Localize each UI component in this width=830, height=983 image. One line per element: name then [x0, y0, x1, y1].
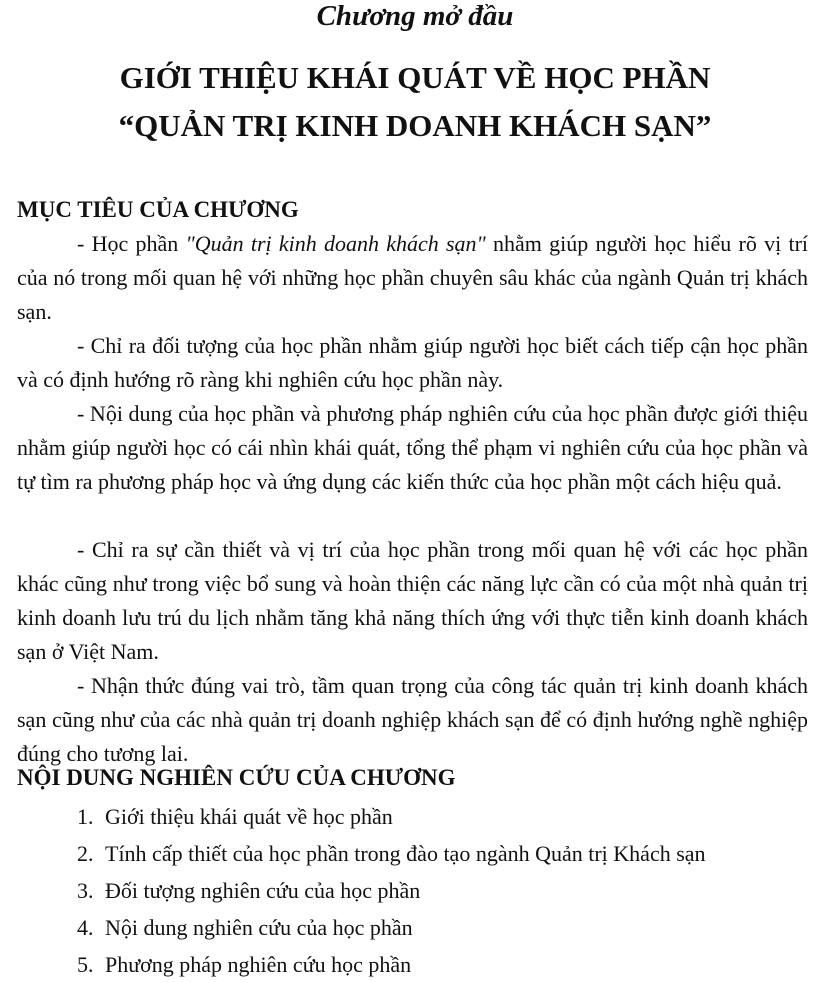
- list-item-text: Giới thiệu khái quát về học phần: [105, 804, 393, 829]
- list-item: [77, 946, 797, 983]
- list-item: [77, 798, 797, 835]
- objective-paragraph-1: [17, 227, 808, 329]
- chapter-title-line-1: GIỚI THIỆU KHÁI QUÁT VỀ HỌC PHẦN: [119, 60, 711, 95]
- objective-paragraph-3: - Nội dung của học phần và phương pháp nghiên cứu của học phần được giới thiệu nhằm giúp người học có cái nhìn khái quát, tổng thể phạm vi nghiên cứu của học phần và tự tìm ra phương pháp học và ứng dụng các kiến thức của học phần một cách hiệu quả.: [17, 401, 808, 494]
- contents-list: [77, 798, 797, 983]
- objective-paragraph-2: - Chỉ ra đối tượng của học phần nhằm giúp người học biết cách tiếp cận học phần và có định hướng rõ ràng khi nghiên cứu học phần này.: [17, 333, 808, 392]
- list-item-text: Nội dung nghiên cứu của học phần: [105, 915, 413, 940]
- course-name-italic: "Quản trị kinh doanh khách sạn": [185, 231, 486, 256]
- list-item: [77, 909, 797, 946]
- contents-heading: NỘI DUNG NGHIÊN CỨU CỦA CHƯƠNG: [17, 765, 456, 790]
- objective-paragraph-4: - Chỉ ra sự cần thiết và vị trí của học phần trong mối quan hệ với các học phần khác cũng như trong việc bổ sung và hoàn thiện các năng lực cần có của một nhà quản trị kinh doanh lưu trú du lịch nhằm tăng khả năng thích ứng với thực tiễn kinh doanh khách sạn ở Việt Nam.: [17, 537, 808, 664]
- list-item-number: 2.: [77, 841, 94, 866]
- objective-1-suffix: nhằm giúp người học hiểu rõ vị trí của nó trong mối quan hệ với những học phần chuyên sâu khác của ngành Quản trị khách sạn.: [17, 231, 809, 324]
- list-item: [77, 835, 797, 872]
- list-item: [77, 872, 797, 909]
- objectives-heading: MỤC TIÊU CỦA CHƯƠNG: [17, 197, 299, 222]
- list-item-number: 1.: [77, 804, 94, 829]
- objective-1-prefix: - Học phần: [77, 231, 186, 256]
- list-item-number: 3.: [77, 878, 94, 903]
- list-item-number: 5.: [77, 952, 94, 977]
- list-item-number: 4.: [77, 915, 94, 940]
- list-item-text: Phương pháp nghiên cứu học phần: [105, 952, 412, 977]
- objective-paragraph-5: - Nhận thức đúng vai trò, tầm quan trọng của công tác quản trị kinh doanh khách sạn cũng như của các nhà quản trị doanh nghiệp khách sạn để có định hướng nghề nghiệp đúng cho tương lai.: [17, 673, 808, 766]
- chapter-label: Chương mở đầu: [316, 0, 514, 32]
- list-item-text: Tính cấp thiết của học phần trong đào tạo ngành Quản trị Khách sạn: [105, 841, 706, 866]
- chapter-title-line-2: “QUẢN TRỊ KINH DOANH KHÁCH SẠN”: [118, 108, 712, 143]
- list-item-text: Đối tượng nghiên cứu của học phần: [105, 878, 421, 903]
